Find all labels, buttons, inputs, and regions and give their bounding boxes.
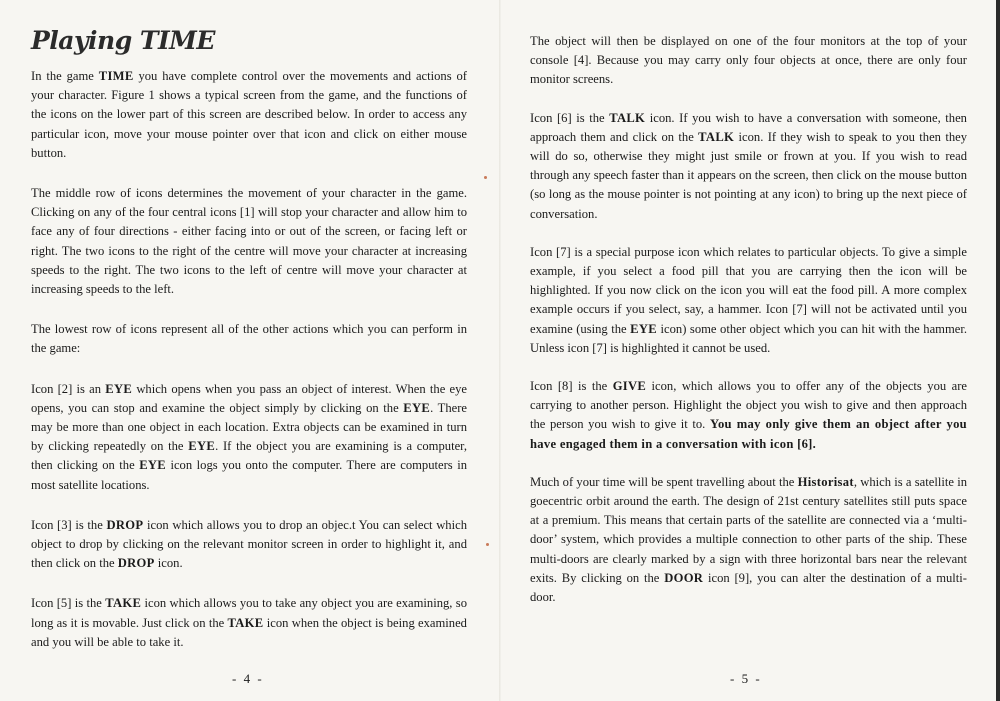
actions-paragraph: The lowest row of icons represent all of the other actions which you can perform in the game: <box>31 322 467 356</box>
door-icon-paragraph: Much of your time will be spent travelling about the Historisat, which is a satellite in goecentric orbit around the earth. The design of 21st century satellites still puts space at a premium. This means that certain parts of the satellite are connected via a ‘multi-door’ system, which provides a multiple connection to other parts of the ship. These multi-doors are clearly marked by a sign with three horizontal bars near the relevant exits. By clicking on the DOOR icon [9], you can alter the destination of a multi-door. <box>530 474 967 605</box>
page-number-left: - 4 - <box>232 671 264 686</box>
page-title: Playing TIME <box>31 26 215 55</box>
talk-icon-paragraph: Icon [6] is the TALK icon. If you wish to have a conversation with someone, then approach them and click on the TALK icon. If they wish to speak to you then they will do so, otherwise they might just smile or frown at you. If you wish to read through any speech faster than it appears on the screen, then click on the mouse button (so long as the mouse pointer is not pointing at any icon) to bring up the next piece of conversation. <box>530 110 968 221</box>
page-number-right: - 5 - <box>730 671 762 686</box>
scan-edge <box>996 0 1000 701</box>
eye-icon-paragraph: Icon [2] is an EYE which opens when you pass an object of interest. When the eye opens, you can stop and examine the object simply by clicking on the EYE. There may be more than one object in each location. Extra objects can be examined in turn by clicking repeatedly on the EYE. If the object you are examining is a computer, then clicking on the EYE icon logs you onto the computer. There are computers in most satellite locations. <box>31 381 467 492</box>
movement-paragraph: The middle row of icons determines the movement of your character in the game. Clicking on any of the four central icons [1] will stop your character and allow him to face any of four directions - either facing into or out of the screen, or facing left or right. The two icons to the right of the centre will move your character at increasing speeds to the right. The two icons to the left of centre will move your character at increasing speeds to the left. <box>31 186 467 297</box>
intro-paragraph: In the game TIME you have complete control over the movements and actions of your character. Figure 1 shows a typical screen from the game, and the functions of the icons on the lower part of this screen are described below. In order to access any particular icon, move your mouse pointer over that icon and click on either mouse button. <box>31 69 467 160</box>
take-icon-paragraph: Icon [5] is the TAKE icon which allows you to take any object you are examining, so long as it is movable. Just click on the TAKE icon when the object is being examined and you will be able to take it. <box>31 596 467 649</box>
special-icon-paragraph: Icon [7] is a special purpose icon which relates to particular objects. To give a simple example, if you select a food pill that you are carrying then the icon will be highlighted. If you now click on the icon you will eat the food pill. A more complex example occurs if you select, say, a hammer. Icon [7] will not be activated until you examine (using the EYE icon) some other object which you can hit with the hammer. Unless icon [7] is highlighted it cannot be used. <box>530 244 967 355</box>
drop-icon-paragraph: Icon [3] is the DROP icon which allows you to drop an objec.t You can select which object to drop by clicking on the relevant monitor screen in order to highlight it, and then click on the DROP icon. <box>31 517 467 571</box>
paper-speck <box>486 543 489 546</box>
right-page <box>500 0 1000 701</box>
paper-speck <box>484 176 487 179</box>
monitor-paragraph: The object will then be displayed on one of the four monitors at the top of your console [4]. Because you may carry only four objects at once, there are only four monitor screens. <box>530 34 967 87</box>
give-icon-paragraph: Icon [8] is the GIVE icon, which allows you to offer any of the objects you are carrying to another person. Highlight the object you wish to give and then approach the person you wish to give it to. You may only give them an object after you have engaged them in a conversation with icon [6]. <box>530 379 967 451</box>
